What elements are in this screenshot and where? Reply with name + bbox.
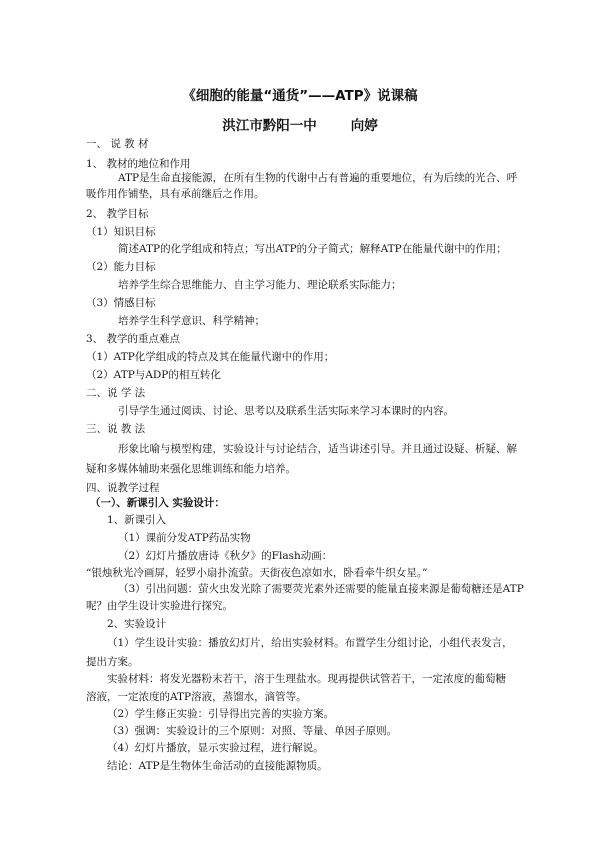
section-heading: 三、说 教 法 (86, 423, 146, 435)
subsection-heading: 3、 教学的重点难点 (86, 333, 181, 345)
item-heading: （2）能力目标 (86, 261, 156, 273)
conclusion-line: 结论：ATP是生物体生命活动的直接能源物质。 (107, 760, 328, 772)
text-line: （2）学生修正实验：引导得出完善的实验方案。 (107, 708, 335, 720)
text-line: 吸作用作铺垫，具有承前继后之作用。 (86, 188, 265, 200)
text-line: 简述ATP的化学组成和特点；写出ATP的分子简式；解释ATP在能量代谢中的作用； (118, 243, 507, 255)
school-name: 洪江市黔阳一中 (222, 118, 317, 134)
item-heading: 2、实验设计 (107, 618, 167, 630)
item-heading: （3）情感目标 (86, 297, 156, 309)
text-line: （3）强调：实验设计的三个原则：对照、等量、单因子原则。 (107, 725, 398, 737)
item-heading: （2）ATP与ADP的相互转化 (86, 369, 221, 381)
subsection-heading: （一）、新课引入 实验设计： (90, 497, 225, 509)
text-line: （3）引出问题：萤火虫发光除了需要荧光素外还需要的能量直接来源是葡萄糖还是ATP (118, 583, 524, 595)
section-heading: 二、说 学 法 (86, 387, 146, 399)
item-heading: （1）知识目标 (86, 226, 156, 238)
item-heading: 1、新课引入 (107, 514, 167, 526)
text-line: 培养学生综合思维能力、自主学习能力、理论联系实际能力； (118, 279, 402, 291)
item-heading: （1）ATP化学组成的特点及其在能量代谢中的作用； (86, 351, 335, 363)
poem-line: “银烛秋光冷画屏，轻罗小扇扑流萤。天街夜色凉如水，卧看牵牛织女星。” (86, 567, 428, 579)
text-line: （4）幻灯片播放，显示实验过程，进行解说。 (107, 742, 324, 754)
text-line: 提出方案。 (86, 656, 139, 668)
text-line: 实验材料：将发光器粉末若干，溶于生理盐水。现再提供试管若干，一定浓度的葡萄糖 (107, 673, 506, 685)
text-line: 疑和多媒体辅助来强化思维训练和能力培养。 (86, 463, 296, 475)
text-line: 溶液，一定浓度的ATP溶液，蒸馏水，滴管等。 (86, 691, 307, 703)
text-line: 形象比喻与模型构建，实验设计与讨论结合，适当讲述引导。并且通过设疑、析疑、解 (118, 443, 517, 455)
section-heading: 一、 说 教 材 (86, 138, 149, 150)
text-line: （1）课前分发ATP药品实物 (118, 532, 251, 544)
section-heading: 四、说教学过程 (86, 482, 160, 494)
text-line: （1）学生设计实验：播放幻灯片，给出实验材料。布置学生分组讨论，小组代表发言， (107, 637, 513, 649)
text-line: （2）幻灯片播放唐诗《秋夕》的Flash动画： (118, 550, 333, 562)
author-line (0, 114, 600, 134)
text-line: ATP是生命直接能源，在所有生物的代谢中占有普遍的重要地位，有为后续的光合、呼 (118, 172, 518, 184)
text-line: 引导学生通过阅读、讨论、思考以及联系生活实际来学习本课时的内容。 (118, 405, 454, 417)
subsection-heading: 1、 教材的地位和作用 (86, 158, 191, 170)
author-name: 向婷 (350, 118, 378, 134)
text-line: 呢？由学生设计实验进行探究。 (86, 600, 233, 612)
page-title: 《细胞的能量“通货”——ATP》说课稿 (182, 88, 418, 104)
text-line: 培养学生科学意识、科学精神； (118, 315, 265, 327)
subsection-heading: 2、 教学目标 (86, 208, 149, 220)
